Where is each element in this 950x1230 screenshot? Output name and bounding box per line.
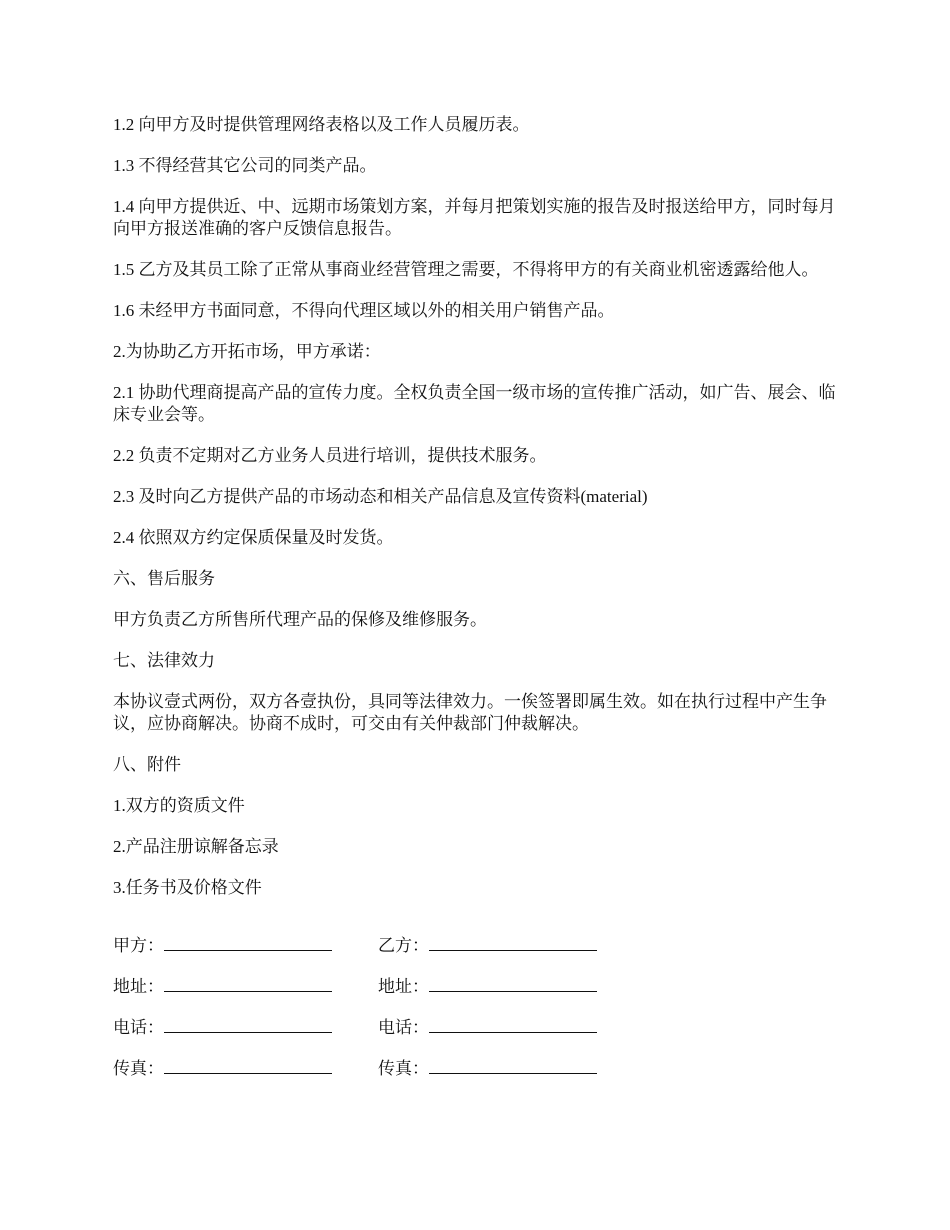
party-b-field [378,934,597,957]
fax-a-blank[interactable] [164,1057,332,1074]
party-b-blank[interactable] [429,934,597,951]
document-body [113,114,843,899]
signature-row-phone [113,1016,673,1038]
phone-a-blank[interactable] [164,1016,332,1033]
address-a-label: 地址： [113,977,164,996]
party-a-blank[interactable] [164,934,332,951]
fax-b-blank[interactable] [429,1057,597,1074]
signature-row-party [113,934,673,956]
clause-1-2: 1.2 向甲方及时提供管理网络表格以及工作人员履历表。 [113,115,530,134]
address-a-field [113,975,332,998]
section-after-sales-heading: 六、售后服务 [113,569,215,588]
clause-1-5: 1.5 乙方及其员工除了正常从事商业经营管理之需要，不得将甲方的有关商业机密透露给他人。 [113,260,819,279]
section-attachments-heading: 八、附件 [113,755,181,774]
fax-b-label: 传真： [378,1059,429,1078]
phone-a-field [113,1016,332,1039]
clause-1-3: 1.3 不得经营其它公司的同类产品。 [113,156,377,175]
attachment-3: 3.任务书及价格文件 [113,878,262,897]
phone-a-label: 电话： [113,1018,164,1037]
clause-2-2: 2.2 负责不定期对乙方业务人员进行培训，提供技术服务。 [113,446,547,465]
section-legal-heading: 七、法律效力 [113,651,215,670]
fax-a-field [113,1057,332,1080]
phone-b-field [378,1016,597,1039]
party-a-label: 甲方： [113,936,164,955]
phone-b-blank[interactable] [429,1016,597,1033]
party-a-field [113,934,332,957]
after-sales-text: 甲方负责乙方所售所代理产品的保修及维修服务。 [113,610,487,629]
phone-b-label: 电话： [378,1018,429,1037]
clause-1-6: 1.6 未经甲方书面同意，不得向代理区域以外的相关用户销售产品。 [113,301,615,320]
signature-row-fax [113,1057,673,1079]
address-b-blank[interactable] [429,975,597,992]
clause-2-3: 2.3 及时向乙方提供产品的市场动态和相关产品信息及宣传资料(material) [113,487,648,506]
fax-b-field [378,1057,597,1080]
fax-a-label: 传真： [113,1059,164,1078]
clause-1-4: 1.4 向甲方提供近、中、远期市场策划方案，并每月把策划实施的报告及时报送给甲方，同时每月向甲方报送准确的客户反馈信息报告。 [113,197,836,238]
attachment-2: 2.产品注册谅解备忘录 [113,837,279,856]
address-b-field [378,975,597,998]
attachment-1: 1.双方的资质文件 [113,796,245,815]
address-b-label: 地址： [378,977,429,996]
legal-text: 本协议壹式两份，双方各壹执份，具同等法律效力。一俟签署即属生效。如在执行过程中产生争议，应协商解决。协商不成时，可交由有关仲裁部门仲裁解决。 [113,692,827,733]
clause-2-1: 2.1 协助代理商提高产品的宣传力度。全权负责全国一级市场的宣传推广活动，如广告、展会、临床专业会等。 [113,383,836,424]
address-a-blank[interactable] [164,975,332,992]
clause-2-heading: 2.为协助乙方开拓市场，甲方承诺： [113,342,381,361]
clause-2-4: 2.4 依照双方约定保质保量及时发货。 [113,528,394,547]
party-b-label: 乙方： [378,936,429,955]
signature-row-address [113,975,673,997]
